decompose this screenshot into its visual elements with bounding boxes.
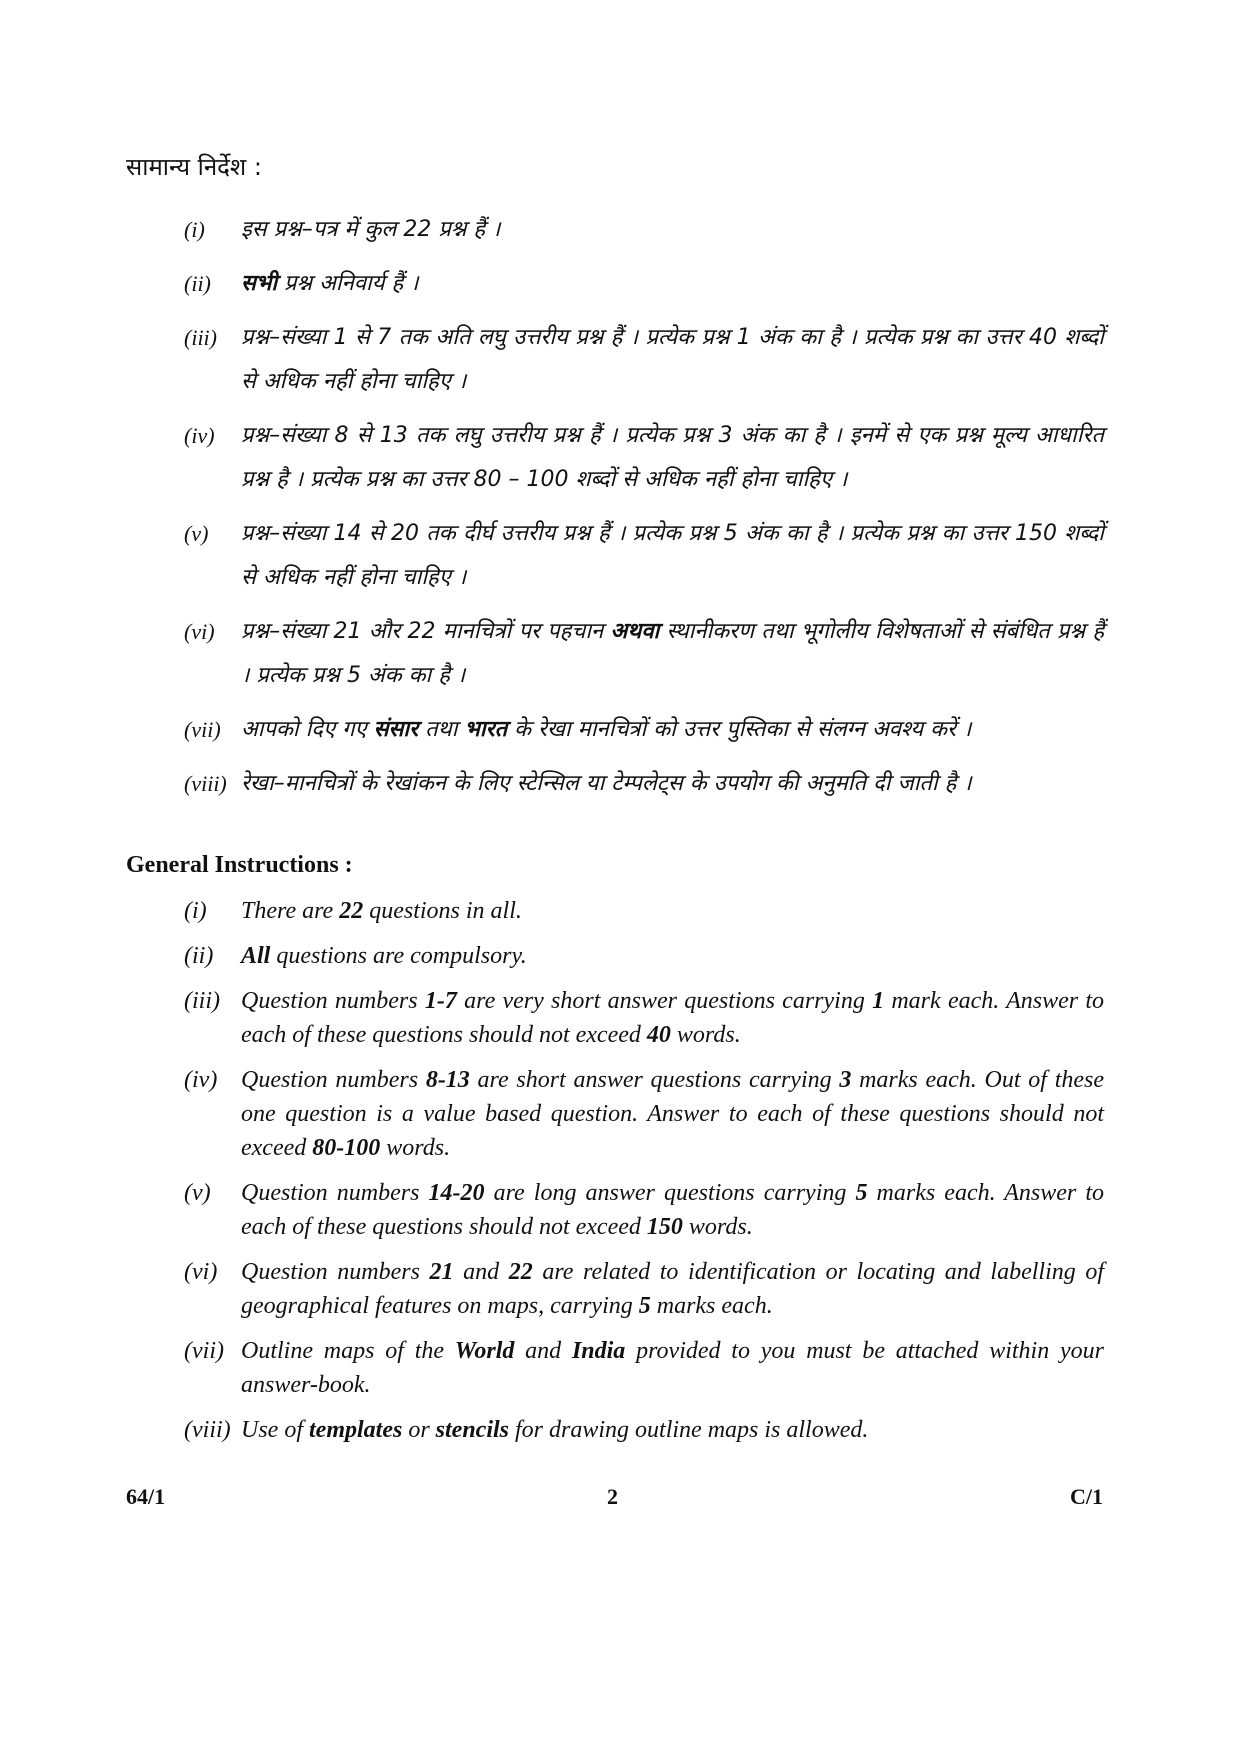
- text-run: marks each.: [650, 1293, 773, 1319]
- text-run: questions are compulsory.: [270, 943, 527, 969]
- set-code: C/1: [1070, 1484, 1103, 1509]
- item-text: [241, 708, 1104, 752]
- text-run: questions in all.: [363, 898, 522, 924]
- hindi-instructions-heading: सामान्य निर्देश :: [126, 153, 262, 181]
- item-number: (iii): [184, 988, 220, 1014]
- text-run: रेखा–मानचित्रों के रेखांकन के लिए स्टेन्सिल या टेम्पलेट्स के उपयोग की अनुमति दी जाती है ।: [241, 771, 972, 796]
- text-run: are related to identification or locating and labelling of geographical features on maps, carrying: [241, 1259, 1105, 1319]
- emphasis-text: भारत: [464, 717, 508, 742]
- general-instruction-item: [184, 1063, 1104, 1165]
- item-number: (iv): [184, 1067, 218, 1093]
- item-text: [241, 262, 1104, 306]
- text-run: are very short answer questions carrying: [456, 988, 873, 1014]
- text-run: स्थानीकरण तथा भूगोलीय विशेषताओं से संबंधित प्रश्न हैं । प्रत्येक प्रश्न 5 अंक का है ।: [241, 619, 1104, 688]
- text-run: words.: [670, 1022, 741, 1048]
- item-text: [241, 984, 1104, 1052]
- text-run: आपको दिए गए: [241, 717, 374, 742]
- emphasis-text: 22: [508, 1259, 533, 1285]
- item-text: [241, 939, 1104, 973]
- item-number: (vii): [184, 717, 221, 742]
- emphasis-text: संसार: [373, 717, 419, 742]
- hindi-instruction-item: [184, 414, 1104, 502]
- hindi-instruction-item: [184, 708, 1104, 752]
- item-number: (ii): [184, 943, 214, 969]
- text-run: Question numbers: [241, 988, 425, 1014]
- emphasis-text: 5: [855, 1180, 868, 1206]
- item-text: [241, 610, 1104, 698]
- item-number: (v): [184, 1180, 211, 1206]
- emphasis-text: 3: [839, 1067, 852, 1093]
- emphasis-text: अथवा: [610, 619, 660, 644]
- paper-code: 64/1: [126, 1484, 166, 1509]
- general-instruction-item: [184, 1413, 1104, 1447]
- text-run: There are: [241, 898, 340, 924]
- hindi-instruction-item: [184, 316, 1104, 404]
- item-number: (viii): [184, 1417, 231, 1443]
- hindi-instruction-item: [184, 512, 1104, 600]
- item-text: [241, 1255, 1104, 1323]
- text-run: प्रश्न अनिवार्य हैं ।: [277, 271, 419, 296]
- text-run: प्रश्न–संख्या 1 से 7 तक अति लघु उत्तरीय प्रश्न हैं । प्रत्येक प्रश्न 1 अंक का है । प्रत्येक प्रश्न का उत्तर 40 शब्दों से अधिक नहीं होना चाहिए ।: [241, 325, 1104, 394]
- general-instruction-item: [184, 1255, 1104, 1323]
- text-run: marks each. Answer to each of these questions should not exceed: [241, 1180, 1104, 1240]
- general-instruction-item: [184, 1176, 1104, 1244]
- text-run: तथा: [418, 717, 465, 742]
- item-text: [241, 414, 1104, 502]
- general-instruction-item: [184, 939, 1104, 973]
- text-run: इस प्रश्न–पत्र में कुल 22 प्रश्न हैं ।: [241, 217, 501, 242]
- item-number: (i): [184, 217, 205, 242]
- item-text: [241, 1334, 1104, 1402]
- hindi-instruction-item: [184, 610, 1104, 698]
- emphasis-text: India: [571, 1338, 626, 1364]
- emphasis-text: 8-13: [425, 1067, 470, 1093]
- text-run: words.: [682, 1214, 753, 1240]
- hindi-instruction-item: [184, 762, 1104, 806]
- text-run: provided to you must be attached within your answer-book.: [241, 1338, 1104, 1398]
- item-text: [241, 1176, 1104, 1244]
- text-run: प्रश्न–संख्या 8 से 13 तक लघु उत्तरीय प्रश्न हैं । प्रत्येक प्रश्न 3 अंक का है । इनमें से एक प्रश्न मूल्य आधारित प्रश्न है । प्रत्येक प्रश्न का उत्तर 80 – 100 शब्दों से अधिक नहीं होना चाहिए ।: [241, 423, 1104, 492]
- emphasis-text: 1-7: [424, 988, 457, 1014]
- general-instructions-heading: General Instructions :: [126, 852, 353, 878]
- emphasis-text: 21: [429, 1259, 454, 1285]
- item-number: (vi): [184, 619, 215, 644]
- item-number: (ii): [184, 271, 211, 296]
- hindi-instructions-list: [184, 208, 1104, 816]
- text-run: Question numbers: [241, 1067, 426, 1093]
- text-run: mark each. Answer to each of these questions should not exceed: [241, 988, 1105, 1048]
- item-number: (vi): [184, 1259, 218, 1285]
- hindi-instruction-item: [184, 262, 1104, 306]
- emphasis-text: सभी: [241, 271, 278, 296]
- text-run: Question numbers: [241, 1259, 430, 1285]
- emphasis-text: 22: [339, 898, 364, 924]
- text-run: are long answer questions carrying: [484, 1180, 856, 1206]
- item-number: (i): [184, 898, 207, 924]
- item-number: (v): [184, 521, 209, 546]
- emphasis-text: 80-100: [312, 1135, 381, 1161]
- text-run: or: [402, 1417, 436, 1443]
- emphasis-text: 150: [646, 1214, 683, 1240]
- emphasis-text: 14-20: [428, 1180, 485, 1206]
- general-instruction-item: [184, 984, 1104, 1052]
- item-text: [241, 1413, 1104, 1447]
- general-instruction-item: [184, 1334, 1104, 1402]
- general-instruction-item: [184, 894, 1104, 928]
- text-run: for drawing outline maps is allowed.: [509, 1417, 869, 1443]
- emphasis-text: 5: [638, 1293, 651, 1319]
- emphasis-text: stencils: [435, 1417, 510, 1443]
- hindi-instruction-item: [184, 208, 1104, 252]
- text-run: marks each. Out of these one question is a value based question. Answer to each of these questions should not exceed: [241, 1067, 1105, 1161]
- text-run: प्रश्न–संख्या 21 और 22 मानचित्रों पर पहचान: [241, 619, 611, 644]
- text-run: Use of: [241, 1417, 309, 1443]
- emphasis-text: 1: [872, 988, 885, 1014]
- text-run: and: [514, 1338, 572, 1364]
- text-run: words.: [380, 1135, 451, 1161]
- item-number: (viii): [184, 771, 227, 796]
- emphasis-text: 40: [646, 1022, 671, 1048]
- text-run: के रेखा मानचित्रों को उत्तर पुस्तिका से संलग्न अवश्य करें ।: [507, 717, 972, 742]
- item-text: [241, 512, 1104, 600]
- item-text: [241, 894, 1104, 928]
- emphasis-text: World: [454, 1338, 515, 1364]
- emphasis-text: templates: [309, 1417, 403, 1443]
- text-run: Outline maps of the: [241, 1338, 455, 1364]
- item-text: [241, 762, 1104, 806]
- item-text: [241, 1063, 1104, 1165]
- text-run: Question numbers: [241, 1180, 429, 1206]
- text-run: are short answer questions carrying: [469, 1067, 840, 1093]
- text-run: and: [453, 1259, 509, 1285]
- item-number: (iv): [184, 423, 215, 448]
- general-instructions-list: [184, 894, 1104, 1458]
- item-number: (vii): [184, 1338, 224, 1364]
- text-run: प्रश्न–संख्या 14 से 20 तक दीर्घ उत्तरीय प्रश्न हैं । प्रत्येक प्रश्न 5 अंक का है । प्रत्येक प्रश्न का उत्तर 150 शब्दों से अधिक नहीं होना चाहिए ।: [241, 521, 1104, 590]
- page-number: 2: [607, 1484, 618, 1509]
- emphasis-text: All: [241, 943, 271, 969]
- item-number: (iii): [184, 325, 217, 350]
- item-text: [241, 316, 1104, 404]
- item-text: [241, 208, 1104, 252]
